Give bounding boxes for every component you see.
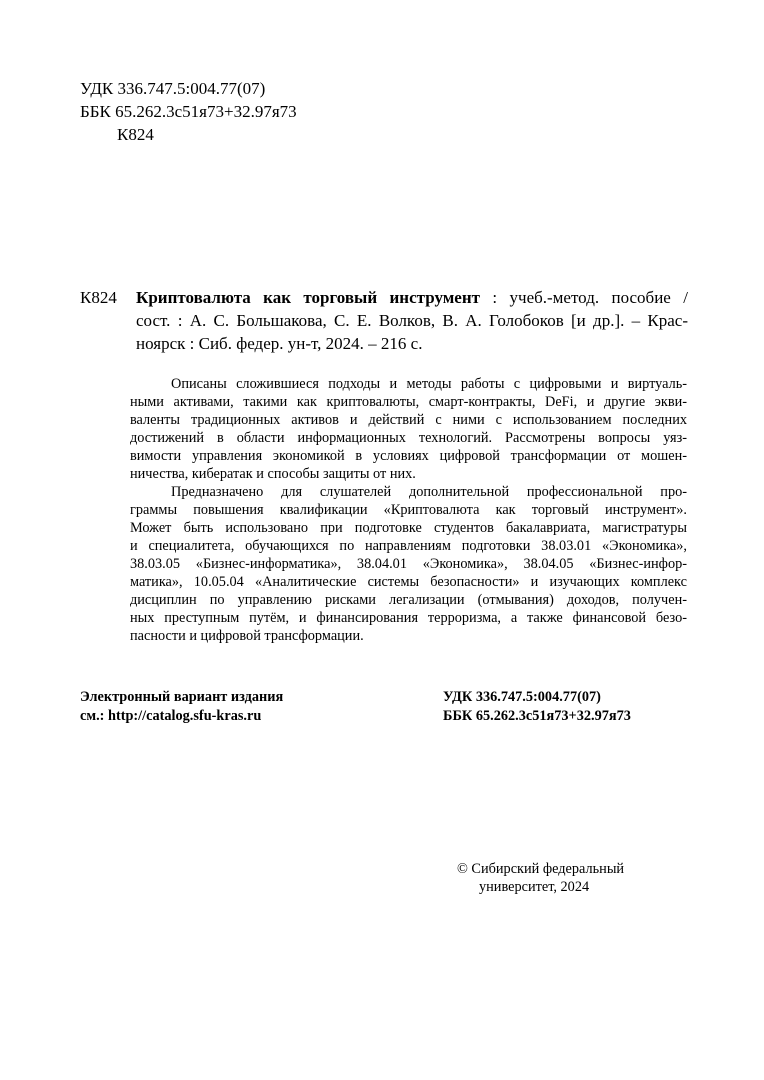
abstract-line: ных преступным путём, и финансирования терроризма, а также финансовой безо- [130, 610, 687, 626]
abstract-line: ничества, кибератак и способы защиты от них. [130, 466, 416, 482]
footer-bbk: ББК 65.262.3с51я73+32.97я73 [443, 708, 631, 724]
abstract-line: дисциплин по управлению рисками легализации (отмывания) доходов, получен- [130, 592, 687, 608]
abstract-line: 38.03.05 «Бизнес-информатика», 38.04.01 «Экономика», 38.04.05 «Бизнес-инфор- [130, 556, 687, 572]
abstract-line: ными активами, такими как криптовалюты, смарт-контракты, DeFi, и другие экви- [130, 394, 687, 410]
abstract-line: граммы повышения квалификации «Криптовалюта как торговый инструмент». [130, 502, 687, 518]
catalog-link[interactable]: см.: http://catalog.sfu-kras.ru [80, 708, 262, 724]
copyright-line-1: © Сибирский федеральный [457, 861, 625, 877]
abstract-line: матика», 10.05.04 «Аналитические системы безопасности» и изучающих комплекс [130, 574, 687, 590]
abstract-line: Описаны сложившиеся подходы и методы работы с цифровыми и виртуаль- [171, 376, 687, 392]
abstract-line: достижений в области информационных технологий. Рассмотрены вопросы уяз- [130, 430, 687, 446]
footer-udk: УДК 336.747.5:004.77(07) [443, 689, 601, 705]
abstract-line: вимости управления экономикой в условиях цифровой трансформации от мошен- [130, 448, 687, 464]
abstract-line: Предназначено для слушателей дополнительной профессиональной про- [171, 484, 687, 500]
header-author-mark: К824 [117, 125, 154, 144]
header-bbk: ББК 65.262.3с51я73+32.97я73 [80, 102, 297, 121]
bib-code: К824 [80, 288, 117, 307]
bib-line-1-rest: : учеб.-метод. пособие / [479, 288, 688, 307]
bib-line-2: сост. : А. С. Большакова, С. Е. Волков, В. А. Голобоков [и др.]. – Крас- [136, 311, 688, 330]
bib-line-3: ноярск : Сиб. федер. ун-т, 2024. – 216 с. [136, 334, 423, 353]
bib-line-1 [80, 287, 688, 309]
copyright-line-2: университет, 2024 [479, 879, 590, 895]
book-title: Криптовалюта как торговый инструмент [136, 288, 480, 307]
abstract-line: и специалитета, обучающихся по направлениям подготовки 38.03.01 «Экономика», [130, 538, 687, 554]
abstract-line: Может быть использовано при подготовке студентов бакалавриата, магистратуры [130, 520, 687, 536]
electronic-version-label: Электронный вариант издания [80, 689, 284, 705]
header-udk: УДК 336.747.5:004.77(07) [80, 79, 266, 98]
abstract-line: валенты традиционных активов и действий с ними с использованием последних [130, 412, 687, 428]
abstract-line: пасности и цифровой трансформации. [130, 628, 364, 644]
